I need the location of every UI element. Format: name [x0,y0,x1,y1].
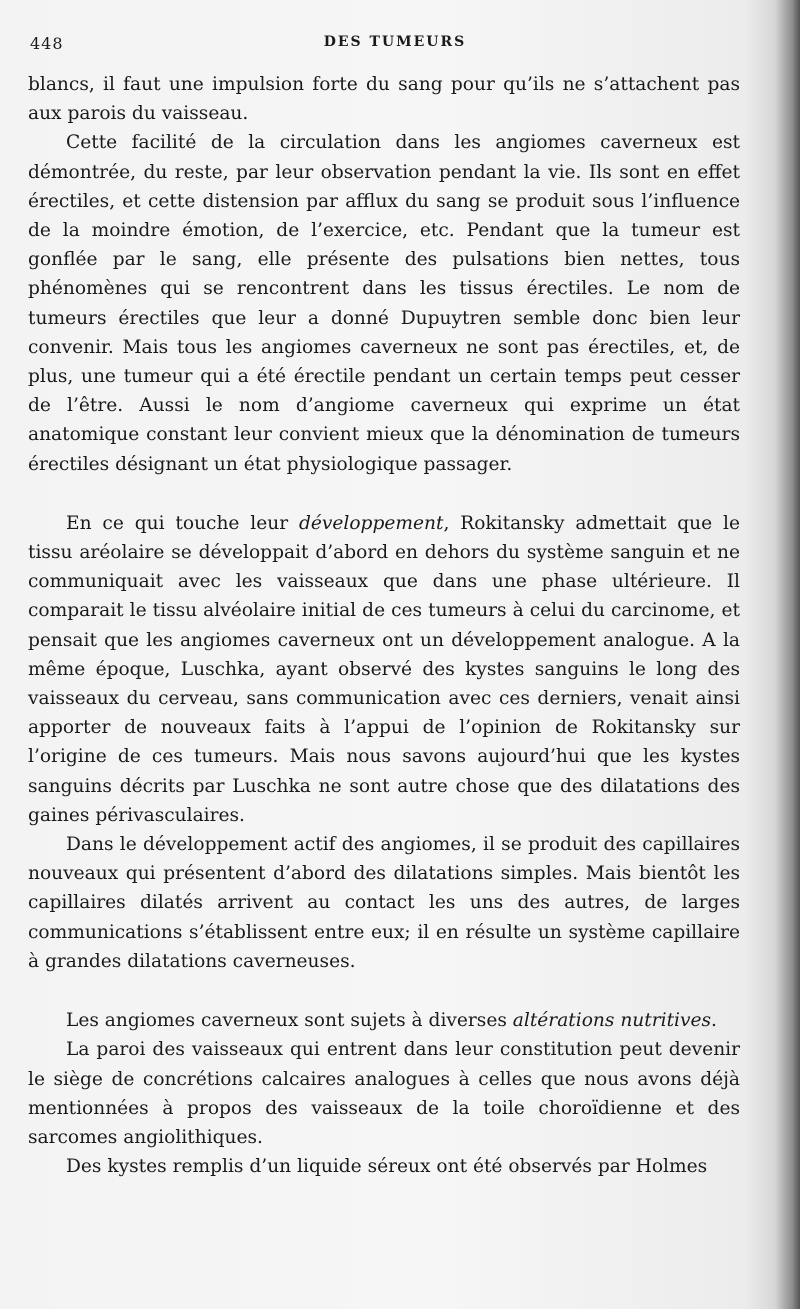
paragraph-5-rest: . [711,1010,717,1032]
paragraph-3-lead: En ce qui touche leur [66,512,299,534]
paragraph-2: Cette facilité de la circulation dans les angiomes caverneux est démontrée, du reste, par leur observation pendant la vie. Ils sont en effet érectiles, et cette distension par afflux du sang se produit sous l’influence de la moindre émotion, de l’exercice, etc. Pendant que la tumeur est gonflée par le sang, elle présente des pulsations bien nettes, tous phénomènes qui se rencontrent dans les tissus érectiles. Le nom de tumeurs érectiles que leur a donné Dupuytren semble donc bien leur convenir. Mais tous les angiomes caverneux ne sont pas érectiles, et, de plus, une tumeur qui a été érectile pendant un certain temps peut cesser de l’être. Aussi le nom d’angiome caverneux qui exprime un état anatomique constant leur convient mieux que la dénomination de tumeurs érectiles désignant un état physiologique passager. [28,132,740,475]
paragraph-gap [28,976,740,1006]
page-gutter-shadow [774,0,800,1309]
paragraph-3-emphasis: développement [298,512,444,534]
paragraph-5-emphasis: altérations nutritives [512,1010,712,1032]
paragraph-gap [28,479,740,509]
paragraph-3-rest: , Rokitansky admettait que le tissu aréolaire se développait d’abord en dehors du système sanguin et ne communiquait avec les vaisseaux que dans une phase ultérieure. Il comparait le tissu alvéolaire initial de ces tumeurs à celui du carcinome, et pensait que les angiomes caverneux ont un développement analogue. A la même époque, Luschka, ayant observé des kystes sanguins le long des vaisseaux du cerveau, sans communication avec ces derniers, venait ainsi apporter de nouveaux faits à l’appui de l’opinion de Rokitansky sur l’origine de ces tumeurs. Mais nous savons aujourd’hui que les kystes sanguins décrits par Luschka ne sont autre chose que des dilatations des gaines périvasculaires. [28,512,740,826]
paragraph-1: blancs, il faut une impulsion forte du sang pour qu’ils ne s’attachent pas aux parois du vaisseau. [28,74,740,125]
paragraph-5-lead: Les angiomes caverneux sont sujets à diverses [66,1010,513,1032]
paragraph-7: Des kystes remplis d’un liquide séreux ont été observés par Holmes [66,1156,708,1178]
paragraph-6: La paroi des vaisseaux qui entrent dans leur constitution peut devenir le siège de concrétions calcaires analogues à celles que nous avons déjà mentionnées à propos des vaisseaux de la toile choroïdienne et des sarcomes angiolithiques. [28,1039,740,1148]
paragraph-4: Dans le développement actif des angiomes, il se produit des capillaires nouveaux qui présentent d’abord des dilatations simples. Mais bientôt les capillaires dilatés arrivent au contact les uns des autres, de larges communications s’établissent entre eux; il en résulte un système capillaire à grandes dilatations caverneuses. [28,834,740,972]
running-title: DES TUMEURS [323,34,467,50]
page-header [30,34,760,58]
paragraph-3 [28,509,740,830]
paragraph-5 [28,1006,740,1035]
page-number: 448 [30,34,64,53]
body-text [28,70,740,1181]
